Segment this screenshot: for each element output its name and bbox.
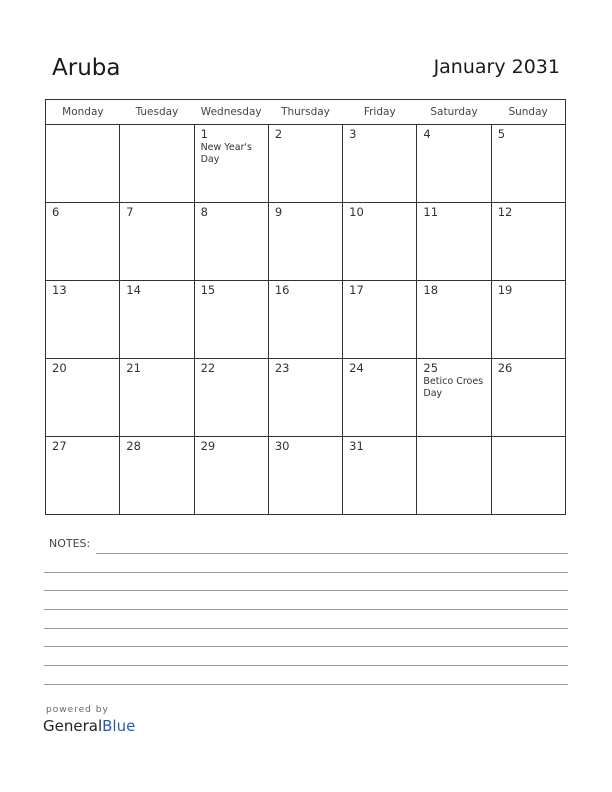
day-cell [343,203,417,281]
day-cell [417,125,491,203]
day-number: 29 [200,439,216,453]
day-number: 20 [52,361,67,375]
day-number: 8 [200,205,208,219]
day-cell [268,125,342,203]
day-number: 19 [497,283,513,297]
day-number: 24 [349,361,364,375]
week-row [46,281,566,359]
day-number: 22 [200,361,216,375]
day-number: 1 [200,127,208,141]
holiday-label: New Year's Day [200,142,252,165]
day-number: 17 [349,283,364,297]
holiday-label: Betico Croes Day [423,376,484,399]
day-cell [194,437,268,515]
day-cell [120,125,194,203]
day-cell [120,203,194,281]
day-number: 2 [274,127,283,141]
notes-label: NOTES: [49,537,91,550]
day-cell [46,125,120,203]
day-number: 15 [200,283,216,297]
day-number: 27 [52,439,67,453]
day-number: 31 [349,439,364,453]
day-number: 21 [126,361,141,375]
day-cell [491,437,565,515]
day-cell [268,359,342,437]
country-title: Aruba [52,55,121,81]
day-cell [417,203,491,281]
day-cell [343,281,417,359]
day-number: 4 [423,127,431,141]
weekday-header: Sunday [491,100,565,125]
day-number: 13 [52,283,67,297]
day-number: 12 [497,205,513,219]
day-number [417,437,490,439]
notes-line [44,628,568,629]
day-cell [491,359,565,437]
notes-line [44,646,568,647]
day-number: 26 [497,361,513,375]
powered-by-text: powered by [46,705,109,715]
brand-logo [43,717,135,735]
day-cell [343,125,417,203]
day-number [492,437,565,439]
day-cell [46,437,120,515]
day-cell [120,359,194,437]
day-number: 14 [126,283,141,297]
day-number: 25 [423,361,439,375]
weekday-header: Saturday [417,100,491,125]
day-cell [120,281,194,359]
day-cell [417,437,491,515]
week-row [46,359,566,437]
day-cell [46,359,120,437]
day-cell [343,437,417,515]
day-cell [417,359,491,437]
notes-line [44,609,568,610]
day-number: 7 [126,205,134,219]
day-number: 16 [274,283,290,297]
brand-general: General [43,717,103,735]
notes-line [44,684,568,685]
day-cell [194,203,268,281]
week-row [46,125,566,203]
day-cell [46,281,120,359]
day-cell [343,359,417,437]
weekday-header: Tuesday [120,100,194,125]
day-cell [194,281,268,359]
month-year-title: January 2031 [433,56,560,78]
notes-line [44,665,568,666]
day-number: 5 [497,127,506,141]
day-number: 28 [126,439,141,453]
day-cell [120,437,194,515]
day-number: 30 [274,439,290,453]
weekday-header: Wednesday [194,100,268,125]
day-number: 6 [52,205,60,219]
day-cell [194,125,268,203]
day-cell [194,359,268,437]
day-number: 3 [349,127,357,141]
day-cell [491,281,565,359]
day-number: 9 [274,205,283,219]
weekday-header: Friday [343,100,417,125]
notes-line [44,590,568,591]
day-cell [268,437,342,515]
day-cell [268,281,342,359]
brand-blue: Blue [102,717,136,735]
notes-line [44,572,568,573]
day-number: 23 [274,361,290,375]
day-number [120,125,193,127]
weekday-header: Monday [46,100,120,125]
day-cell [491,125,565,203]
day-cell [417,281,491,359]
day-cell [268,203,342,281]
day-number [46,125,119,127]
notes-line [96,553,568,554]
week-row [46,203,566,281]
day-number: 10 [349,205,364,219]
day-cell [46,203,120,281]
week-row [46,437,566,515]
calendar-grid [45,99,566,515]
day-cell [491,203,565,281]
weekday-header-row [46,100,566,125]
weekday-header: Thursday [268,100,342,125]
day-number: 11 [423,205,439,219]
day-number: 18 [423,283,439,297]
